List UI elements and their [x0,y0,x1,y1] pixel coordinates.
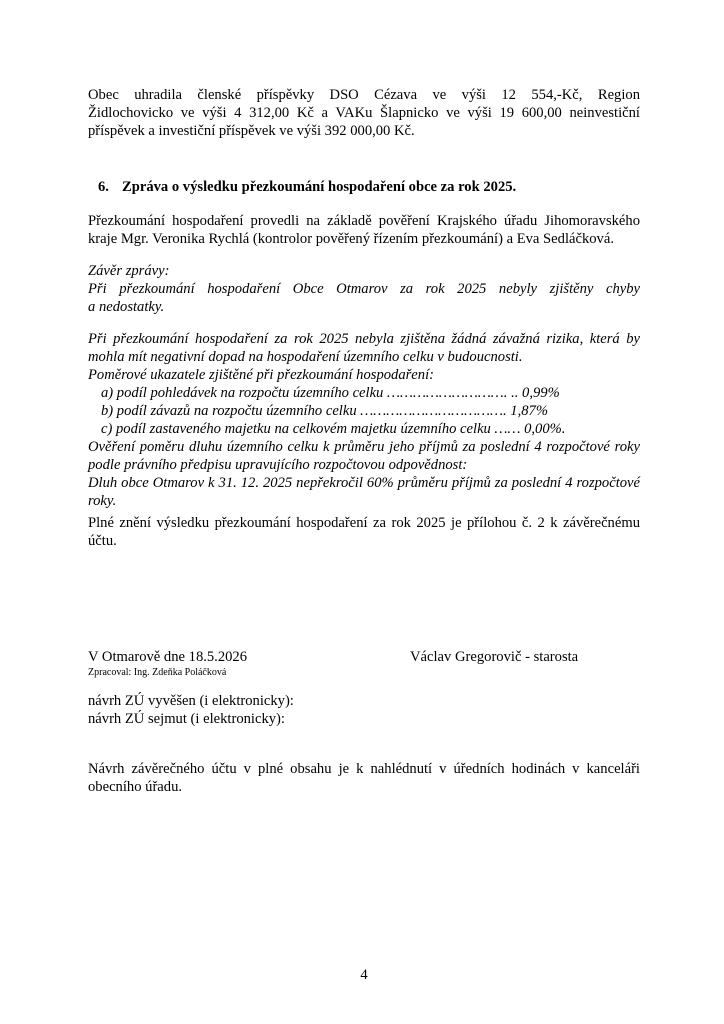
text-line: příspěvek a investiční příspěvek ve výši 392 000,00 Kč. [88,123,415,139]
text-line: Návrh závěrečného účtu v plné obsahu je k nahlédnutí v úředních hodinách v kanceláři [88,761,640,777]
text-line: účtu. [88,533,117,549]
text-line: Přezkoumání hospodaření provedli na základě pověření Krajského úřadu Jihomoravského [88,213,640,229]
text-line: Při přezkoumání hospodaření Obce Otmarov za rok 2025 nebyly zjištěny chyby [88,281,640,297]
place-date: V Otmarově dne 18.5.2026 [88,649,248,665]
removed-line: návrh ZÚ sejmut (i elektronicky): [88,711,285,727]
section-title: Zpráva o výsledku přezkoumání hospodaření obce za rok 2025. [122,179,517,195]
text-line: obecního úřadu. [88,779,183,795]
indicator-item: b) podíl závazů na rozpočtu územního celku ……………………………. 1,87% [101,403,549,419]
mayor-signature: Václav Gregorovič - starosta [410,649,579,665]
posting-info [88,692,640,728]
text-line: Dluh obce Otmarov k 31. 12. 2025 nepřekročil 60% průměru příjmů za poslední 4 rozpočtové [88,475,640,491]
section-6-heading [98,178,640,196]
text-line: a nedostatky. [88,299,165,315]
report-conclusion [88,262,640,316]
page-number: 4 [360,967,368,983]
section-number: 6. [98,179,109,195]
text-line: Ověření poměru dluhu územního celku k průměru jeho příjmů za poslední 4 rozpočtové roky [88,439,640,455]
conclusion-label: Závěr zprávy: [88,263,170,279]
inspection-notice [88,760,640,796]
risks-and-indicators [88,330,640,510]
audit-performers-paragraph [88,212,640,248]
text-line: Poměrové ukazatele zjištěné při přezkoumání hospodaření: [88,367,434,383]
text-line: Židlochovicko ve výši 4 312,00 Kč a VAKu Šlapnicko ve výši 19 600,00 neinvestiční [88,105,640,121]
full-report-attachment-paragraph [88,514,640,550]
signature-block [88,648,640,688]
prepared-by: Zpracoval: Ing. Zdeňka Poláčková [88,667,227,678]
indicator-item: a) podíl pohledávek na rozpočtu územního celku ………………………. .. 0,99% [101,385,560,401]
text-line: mohla mít negativní dopad na hospodaření územního celku v budoucnosti. [88,349,523,365]
text-line: roky. [88,493,117,509]
text-line: podle právního předpisu upravujícího rozpočtovou odpovědnost: [88,457,468,473]
document-page [88,0,640,1024]
text-line: Plné znění výsledku přezkoumání hospodaření za rok 2025 je přílohou č. 2 k závěrečnému [88,515,640,531]
text-line: Při přezkoumání hospodaření za rok 2025 nebyla zjištěna žádná závažná rizika, která by [88,331,640,347]
text-line: kraje Mgr. Veronika Rychlá (kontrolor pověřený řízením přezkoumání) a Eva Sedláčková. [88,231,614,247]
indicator-item: c) podíl zastaveného majetku na celkovém majetku územního celku …… 0,00%. [101,421,566,437]
membership-fees-paragraph [88,86,640,140]
text-line: Obec uhradila členské příspěvky DSO Cézava ve výši 12 554,-Kč, Region [88,87,640,103]
posted-line: návrh ZÚ vyvěšen (i elektronicky): [88,693,294,709]
